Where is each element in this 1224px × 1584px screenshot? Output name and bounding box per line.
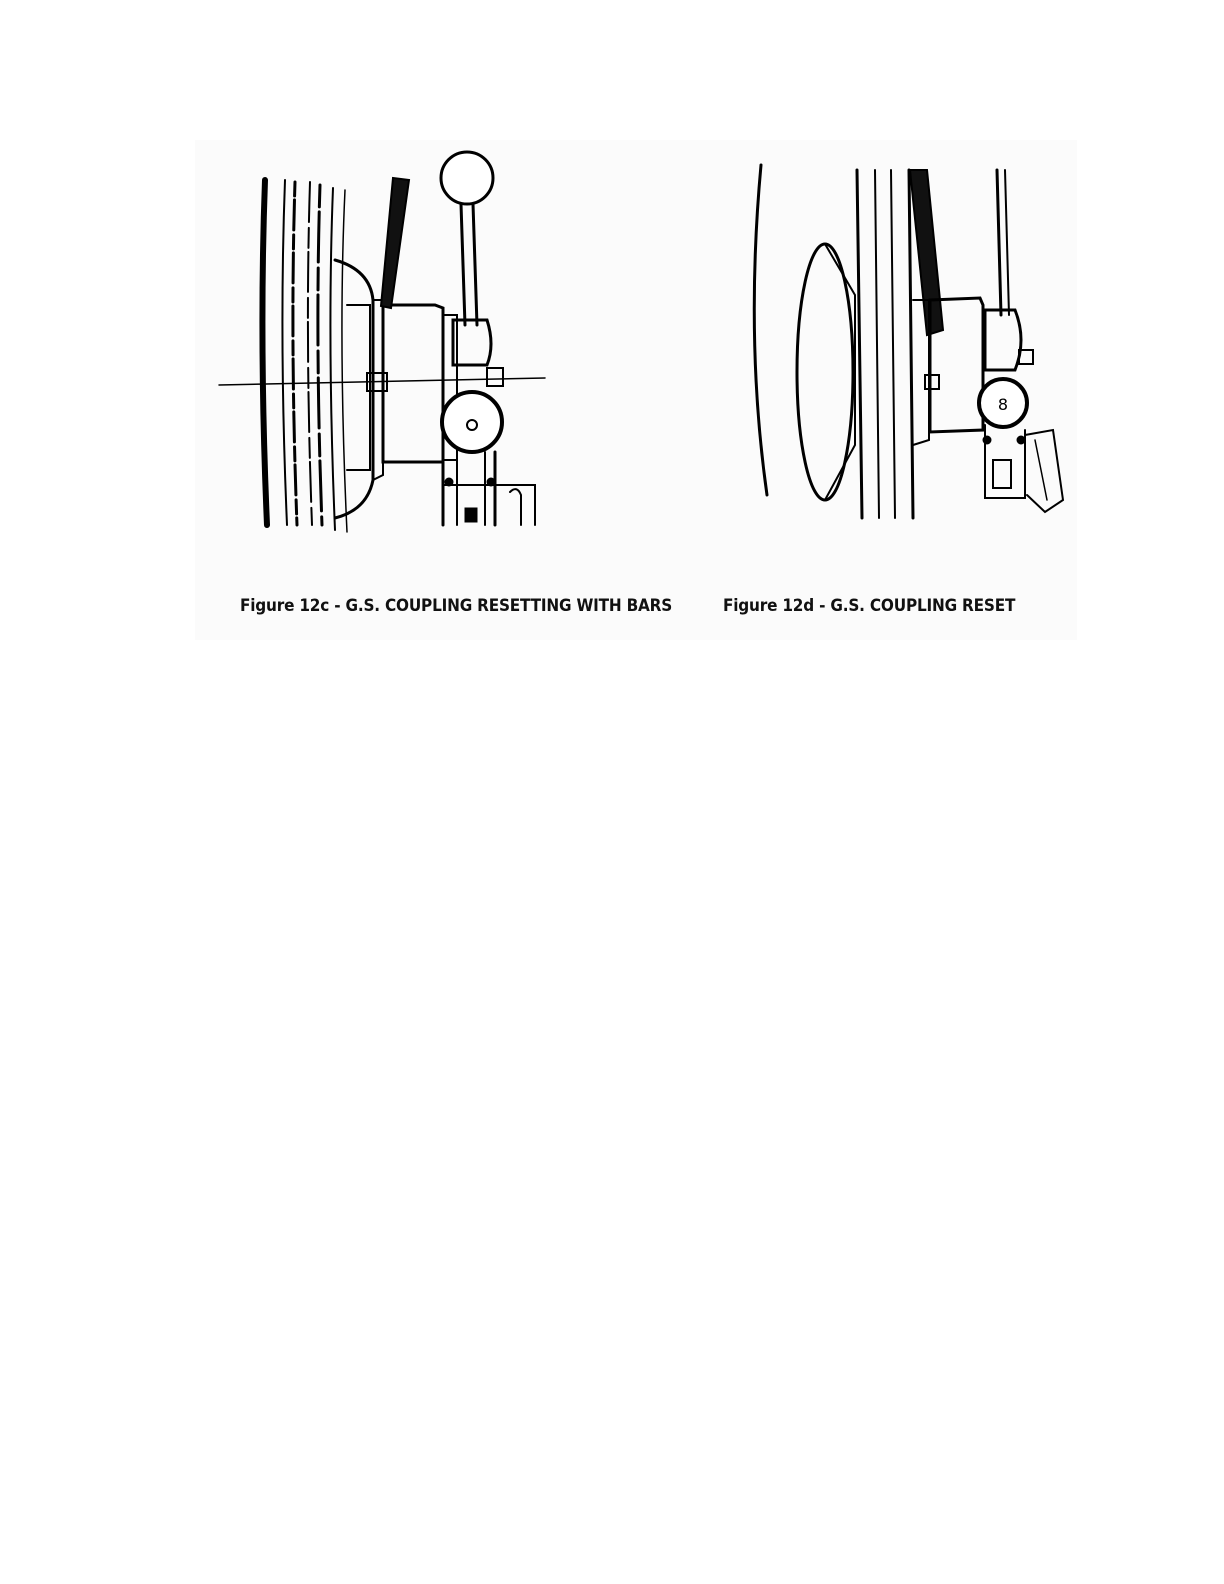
coupling-resetting-illustration [195,140,635,560]
figure-12d-caption: Figure 12d - G.S. COUPLING RESET [723,596,1016,616]
figure-panel [195,140,1077,640]
figure-12c-caption: Figure 12c - G.S. COUPLING RESETTING WITH BARS [240,596,673,616]
callout-label: 8 [997,395,1009,414]
coupling-reset-illustration [715,140,1077,560]
